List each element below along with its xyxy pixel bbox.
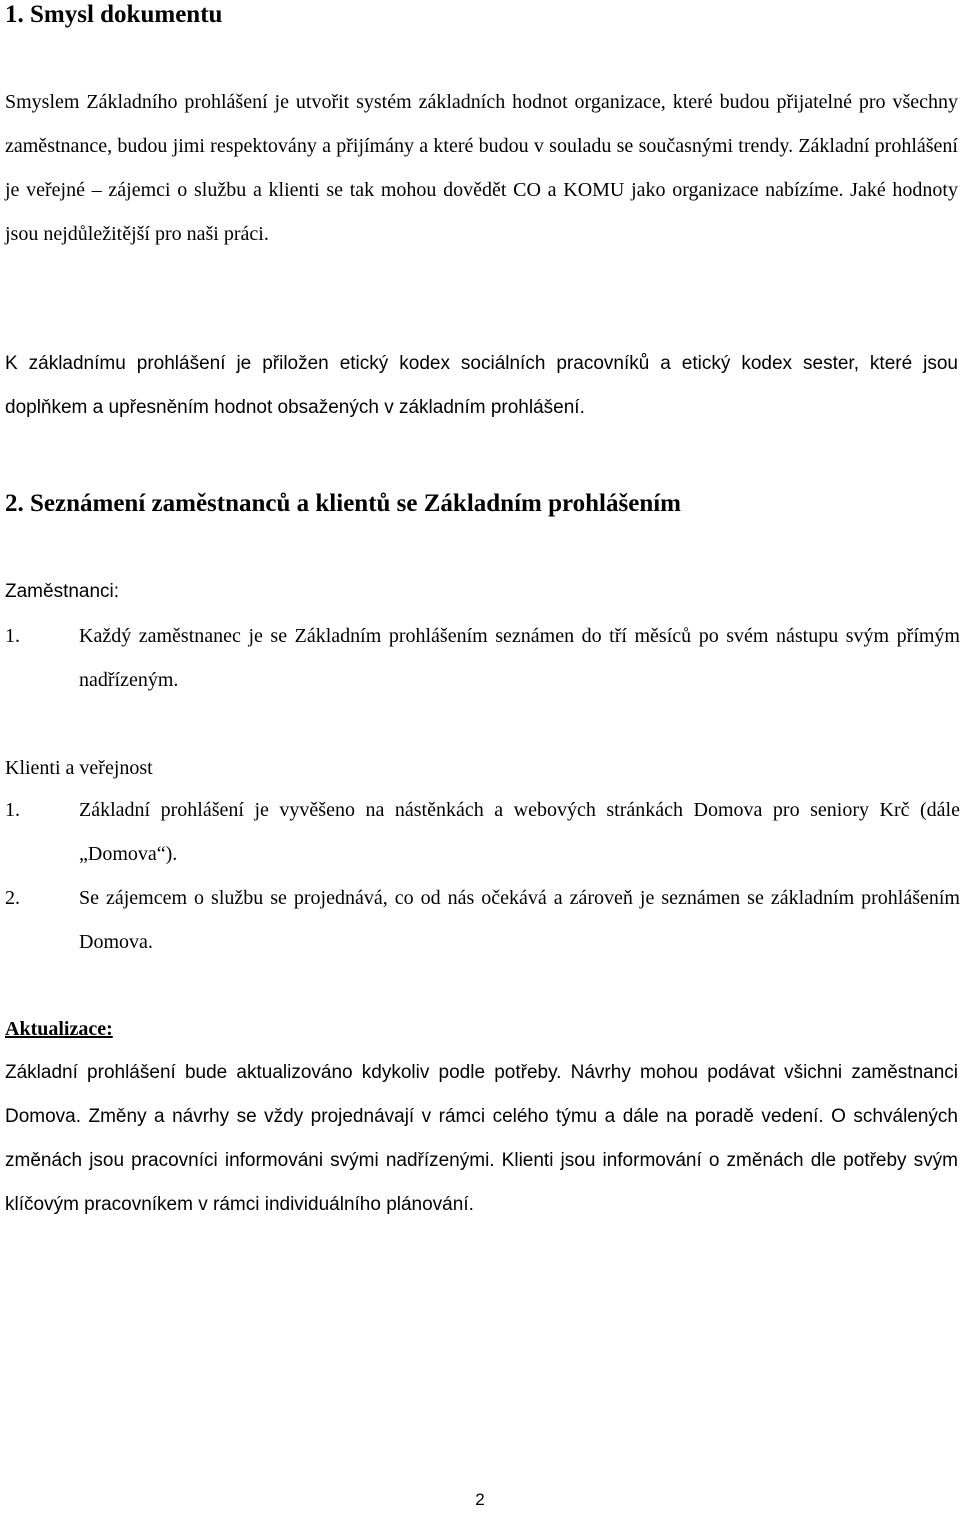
- list-item-number: 2.: [5, 887, 20, 909]
- section-1-paragraph-2: K základnímu prohlášení je přiložen etický kodex sociálních pracovníků a etický kodex sester, které jsou doplňkem a upřesněním hodnot obsažených v základním prohlášení.: [5, 353, 958, 418]
- page-number: 2: [475, 1490, 485, 1509]
- update-paragraph: Základní prohlášení bude aktualizováno kdykoliv podle potřeby. Návrhy mohou podávat všichni zaměstnanci Domova. Změny a návrhy se vždy projednávají v rámci celého týmu a dále na poradě vedení. O schválených změnách jsou pracovníci informováni svými nadřízenými. Klienti jsou informování o změnách dle potřeby svým klíčovým pracovníkem v rámci individuálního plánování.: [5, 1062, 958, 1215]
- employees-label: Zaměstnanci:: [5, 581, 120, 602]
- list-item-number: 1.: [5, 799, 20, 821]
- section-1-paragraph-1: Smyslem Základního prohlášení je utvořit systém základních hodnot organizace, které budou přijatelné pro všechny zaměstnance, budou jimi respektovány a přijímány a které budou v souladu se současnými trendy. Základní prohlášení je veřejné – zájemci o službu a klienti se tak mohou dovědět CO a KOMU jako organizace nabízíme. Jaké hodnoty jsou nejdůležitější pro naši práci.: [5, 91, 958, 245]
- list-item-text: Se zájemcem o službu se projednává, co od nás očekává a zároveň je seznámen se základním prohlášením Domova.: [79, 887, 960, 953]
- update-heading: Aktualizace:: [5, 1018, 113, 1040]
- clients-label: Klienti a veřejnost: [5, 757, 153, 779]
- list-item-text: Každý zaměstnanec je se Základním prohlášením seznámen do tří měsíců po svém nástupu svým přímým nadřízeným.: [79, 625, 960, 691]
- list-item-number: 1.: [5, 625, 20, 647]
- section-1-heading: 1. Smysl dokumentu: [5, 1, 223, 28]
- list-item-text: Základní prohlášení je vyvěšeno na nástěnkách a webových stránkách Domova pro seniory Krč (dále „Domova“).: [79, 799, 960, 865]
- section-2-heading: 2. Seznámení zaměstnanců a klientů se Základním prohlášením: [5, 490, 682, 517]
